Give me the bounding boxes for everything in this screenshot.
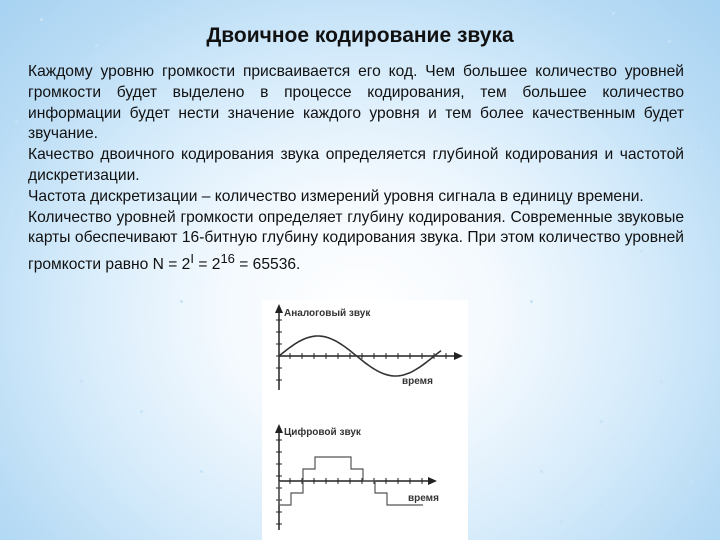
background-dot: [540, 470, 543, 473]
background-dot: [200, 470, 203, 473]
digital-y-arrow: [275, 424, 283, 433]
sound-diagram-svg: [262, 300, 468, 540]
background-dot: [600, 420, 603, 423]
analog-ticks: [276, 320, 446, 380]
slide-content: [28, 62, 684, 276]
background-dot: [110, 500, 113, 503]
background-dot: [690, 480, 693, 483]
formula-result: = 65536.: [234, 256, 301, 274]
background-dot: [10, 210, 13, 213]
background-dot: [180, 300, 183, 303]
background-dot: [690, 300, 693, 303]
background-dot: [40, 18, 43, 21]
formula-middle: = 2: [193, 256, 221, 274]
background-dot: [705, 230, 708, 233]
background-dot: [700, 150, 703, 153]
background-dot: [140, 410, 143, 413]
digital-panel: [275, 424, 437, 530]
digital-x-arrow: [428, 477, 437, 485]
background-dot: [36, 430, 39, 433]
digital-axis-label: время: [408, 493, 439, 504]
paragraph-quality: Качество двоичного кодирования звука определяется глубиной кодирования и частотой дискретизации.: [28, 146, 684, 184]
exponent-i: I: [190, 251, 194, 267]
analog-y-arrow: [275, 304, 283, 313]
background-dot: [22, 330, 25, 333]
digital-title: Цифровой звук: [284, 427, 361, 438]
slide-title: Двоичное кодирование звука: [206, 24, 514, 47]
background-dot: [530, 300, 533, 303]
background-dot: [600, 505, 603, 508]
bit-depth-text: Количество уровней громкости определяет глубину кодирования. Современные звуковые карты обеспечивают 16-битную глубину кодирования звука. При этом количество уровней громкости равно N = 2: [28, 208, 684, 274]
sound-diagram: [262, 300, 468, 540]
background-dot: [660, 380, 663, 383]
paragraph-levels: Каждому уровню громкости присваивается его код. Чем большее количество уровней громкости будет выделено в процессе кодирования, тем большее количество информации будет нести значение каждого уровня и тем более качественным будет звучание.: [28, 63, 684, 143]
digital-ticks: [276, 440, 422, 524]
analog-x-arrow: [454, 352, 463, 360]
analog-axis-label: время: [402, 376, 433, 387]
background-dot: [560, 520, 563, 523]
analog-title: Аналоговый звук: [284, 308, 371, 319]
background-dot: [15, 120, 18, 123]
background-dot: [80, 380, 83, 383]
background-dot: [612, 12, 615, 15]
paragraph-sampling-rate: Частота дискретизации – количество измерений уровня сигнала в единицу времени.: [28, 187, 644, 205]
paragraph-bit-depth: [28, 208, 684, 277]
exponent-16: 16: [220, 251, 235, 267]
